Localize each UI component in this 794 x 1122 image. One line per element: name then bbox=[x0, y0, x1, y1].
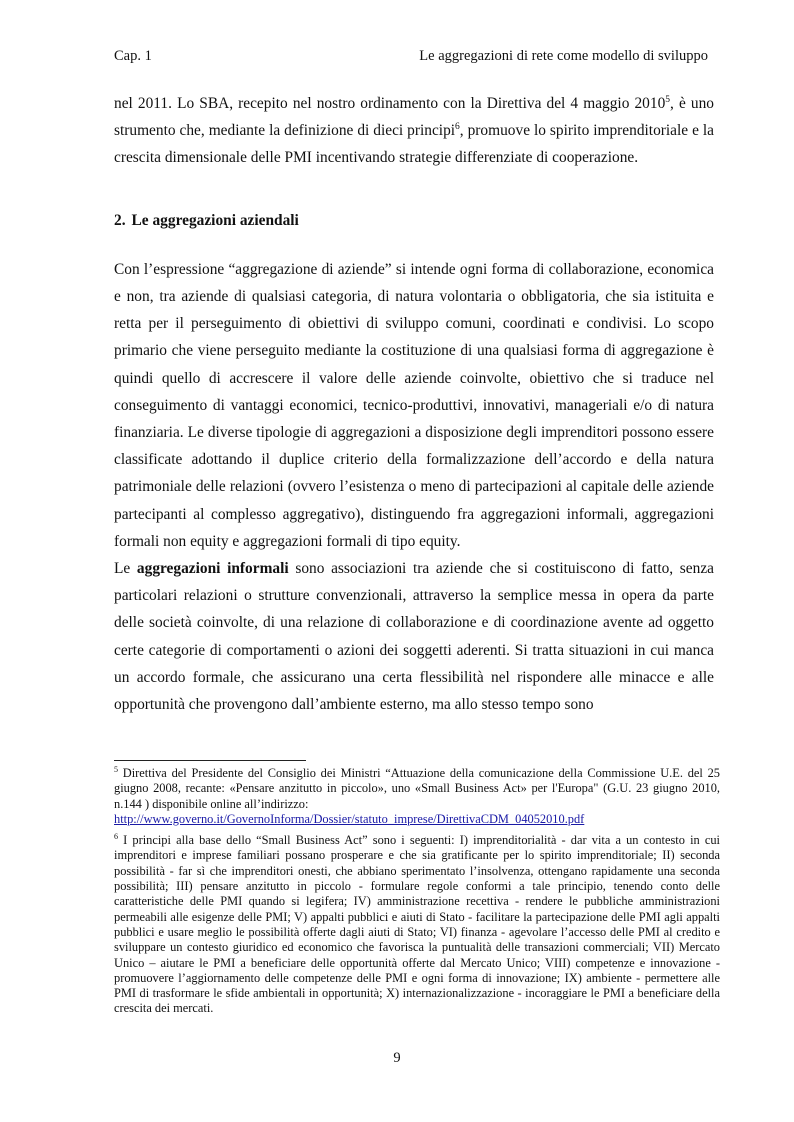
footnote-number: 6 bbox=[114, 832, 118, 842]
page-number: 9 bbox=[393, 1050, 401, 1066]
footnote-text: I principi alla base dello “Small Business Act” sono i seguenti: I) imprenditorialità - dar vita a un contesto in cui imprenditori e imprese familiari possano prosperare e che sia gratificante per lo spirito imprenditoriale; II) seconda possibilità - far sì che imprenditori onesti, che abbiano sperimentato l’insolvenza, ottengano rapidamente una seconda possibilità; III) pensare anzitutto in piccolo - formulare regole conformi a tale principio, tenendo conto delle caratteristiche delle PMI quando si legifera; IV) amministrazione recettiva - rendere le pubbliche amministrazioni permeabili alle esigenze delle PMI; V) appalti pubblici e aiuti di Stato - facilitare la partecipazione delle PMI agli appalti pubblici e usare meglio le possibilità offerte dagli aiuti di Stato; VI) finanza - agevolare l’accesso delle PMI al credito e sviluppare un contesto giuridico ed economico che favorisca la puntualità delle transazioni commerciali; VII) Mercato Unico – aiutare le PMI a beneficiare delle opportunità offerte dal Mercato Unico; VIII) competenze e innovazione - promuovere l’aggiornamento delle competenze delle PMI e ogni forma di innovazione; IX) ambiente - permettere alle PMI di trasformare le sfide ambientali in opportunità; X) internazionalizzazione - incoraggiare le PMI a beneficiare della crescita dei mercati. bbox=[114, 833, 720, 1016]
page-header bbox=[114, 48, 708, 68]
footnote-ref-5[interactable]: 5 bbox=[665, 94, 671, 105]
footnote-number: 5 bbox=[114, 764, 118, 774]
footnote-link[interactable]: http://www.governo.it/GovernoInforma/Dossier/statuto_imprese/DirettivaCDM_04052010.pdf bbox=[114, 811, 585, 826]
footnote-6 bbox=[114, 833, 720, 1017]
section-title: Le aggregazioni aziendali bbox=[131, 211, 299, 229]
bold-term: aggregazioni informali bbox=[136, 560, 289, 578]
intro-paragraph: nel 2011. Lo SBA, recepito nel nostro ordinamento con la Direttiva del 4 maggio 2010$^5$, è uno strumento che, mediante la definizione di dieci principi$^6$, promuove lo spirito imprenditoriale e la crescita dimensionale delle PMI incentivando strategie differenziate di cooperazione. bbox=[114, 94, 714, 167]
footnote-divider bbox=[114, 760, 306, 761]
footnote-text: Direttiva del Presidente del Consiglio dei Ministri “Attuazione della comunicazione della Commissione U.E. del 25 giugno 2008, recante: «Pensare anzitutto in piccolo», uno «Small Business Act» per l'Europa" (G.U. 23 giugno 2010, n.144 ) disponibile online all’indirizzo: bbox=[114, 766, 720, 811]
footnote-5 bbox=[114, 766, 720, 827]
body-paragraph-2: Le aggregazioni informali sono associazioni tra aziende che si costituiscono di fatto, senza particolari relazioni o strutture convenzionali, attraverso la semplice messa in opera da parte delle società coinvolte, di una relazione di collaborazione e di coordinazione avente ad oggetto certe categorie di comportamenti o azioni dei soggetti aderenti. Si tratta situazioni in cui manca un accordo formale, che assicurano una certa flessibilità nel rispondere alle minacce e alle opportunità che provengono dall’ambiente esterno, ma allo stesso tempo sono bbox=[114, 560, 714, 714]
section-number: 2. bbox=[114, 211, 126, 229]
footnote-ref-6[interactable]: 6 bbox=[455, 122, 460, 133]
main-text bbox=[114, 90, 714, 718]
section-heading bbox=[114, 207, 714, 234]
running-title: Le aggregazioni di rete come modello di sviluppo bbox=[419, 48, 708, 64]
body-paragraph-1: Con l’espressione “aggregazione di aziende” si intende ogni forma di collaborazione, economica e non, tra aziende di qualsiasi categoria, di natura volontaria o obbligatoria, che sia istituita e retta per il perseguimento di obiettivi di sviluppo comuni, coordinati e condivisi. Lo scopo primario che viene perseguito mediante la costituzione di una qualsiasi forma di aggregazione è quindi quello di accrescere il valore delle aziende coinvolte, obiettivo che si traduce nel conseguimento di vantaggi economici, tecnico-produttivi, innovativi, manageriali e/o di natura finanziaria. Le diverse tipologie di aggregazioni a disposizione degli imprenditori possono essere classificate adottando il duplice criterio della formalizzazione dell’accordo e della natura patrimoniale delle relazioni (ovvero l’esistenza o meno di partecipazioni al capitale delle aziende partecipanti al complesso aggregativo), distinguendo fra aggregazioni informali, aggregazioni formali non equity e aggregazioni formali di tipo equity. bbox=[114, 260, 714, 550]
footnotes bbox=[114, 766, 720, 1023]
chapter-label: Cap. 1 bbox=[114, 48, 152, 64]
